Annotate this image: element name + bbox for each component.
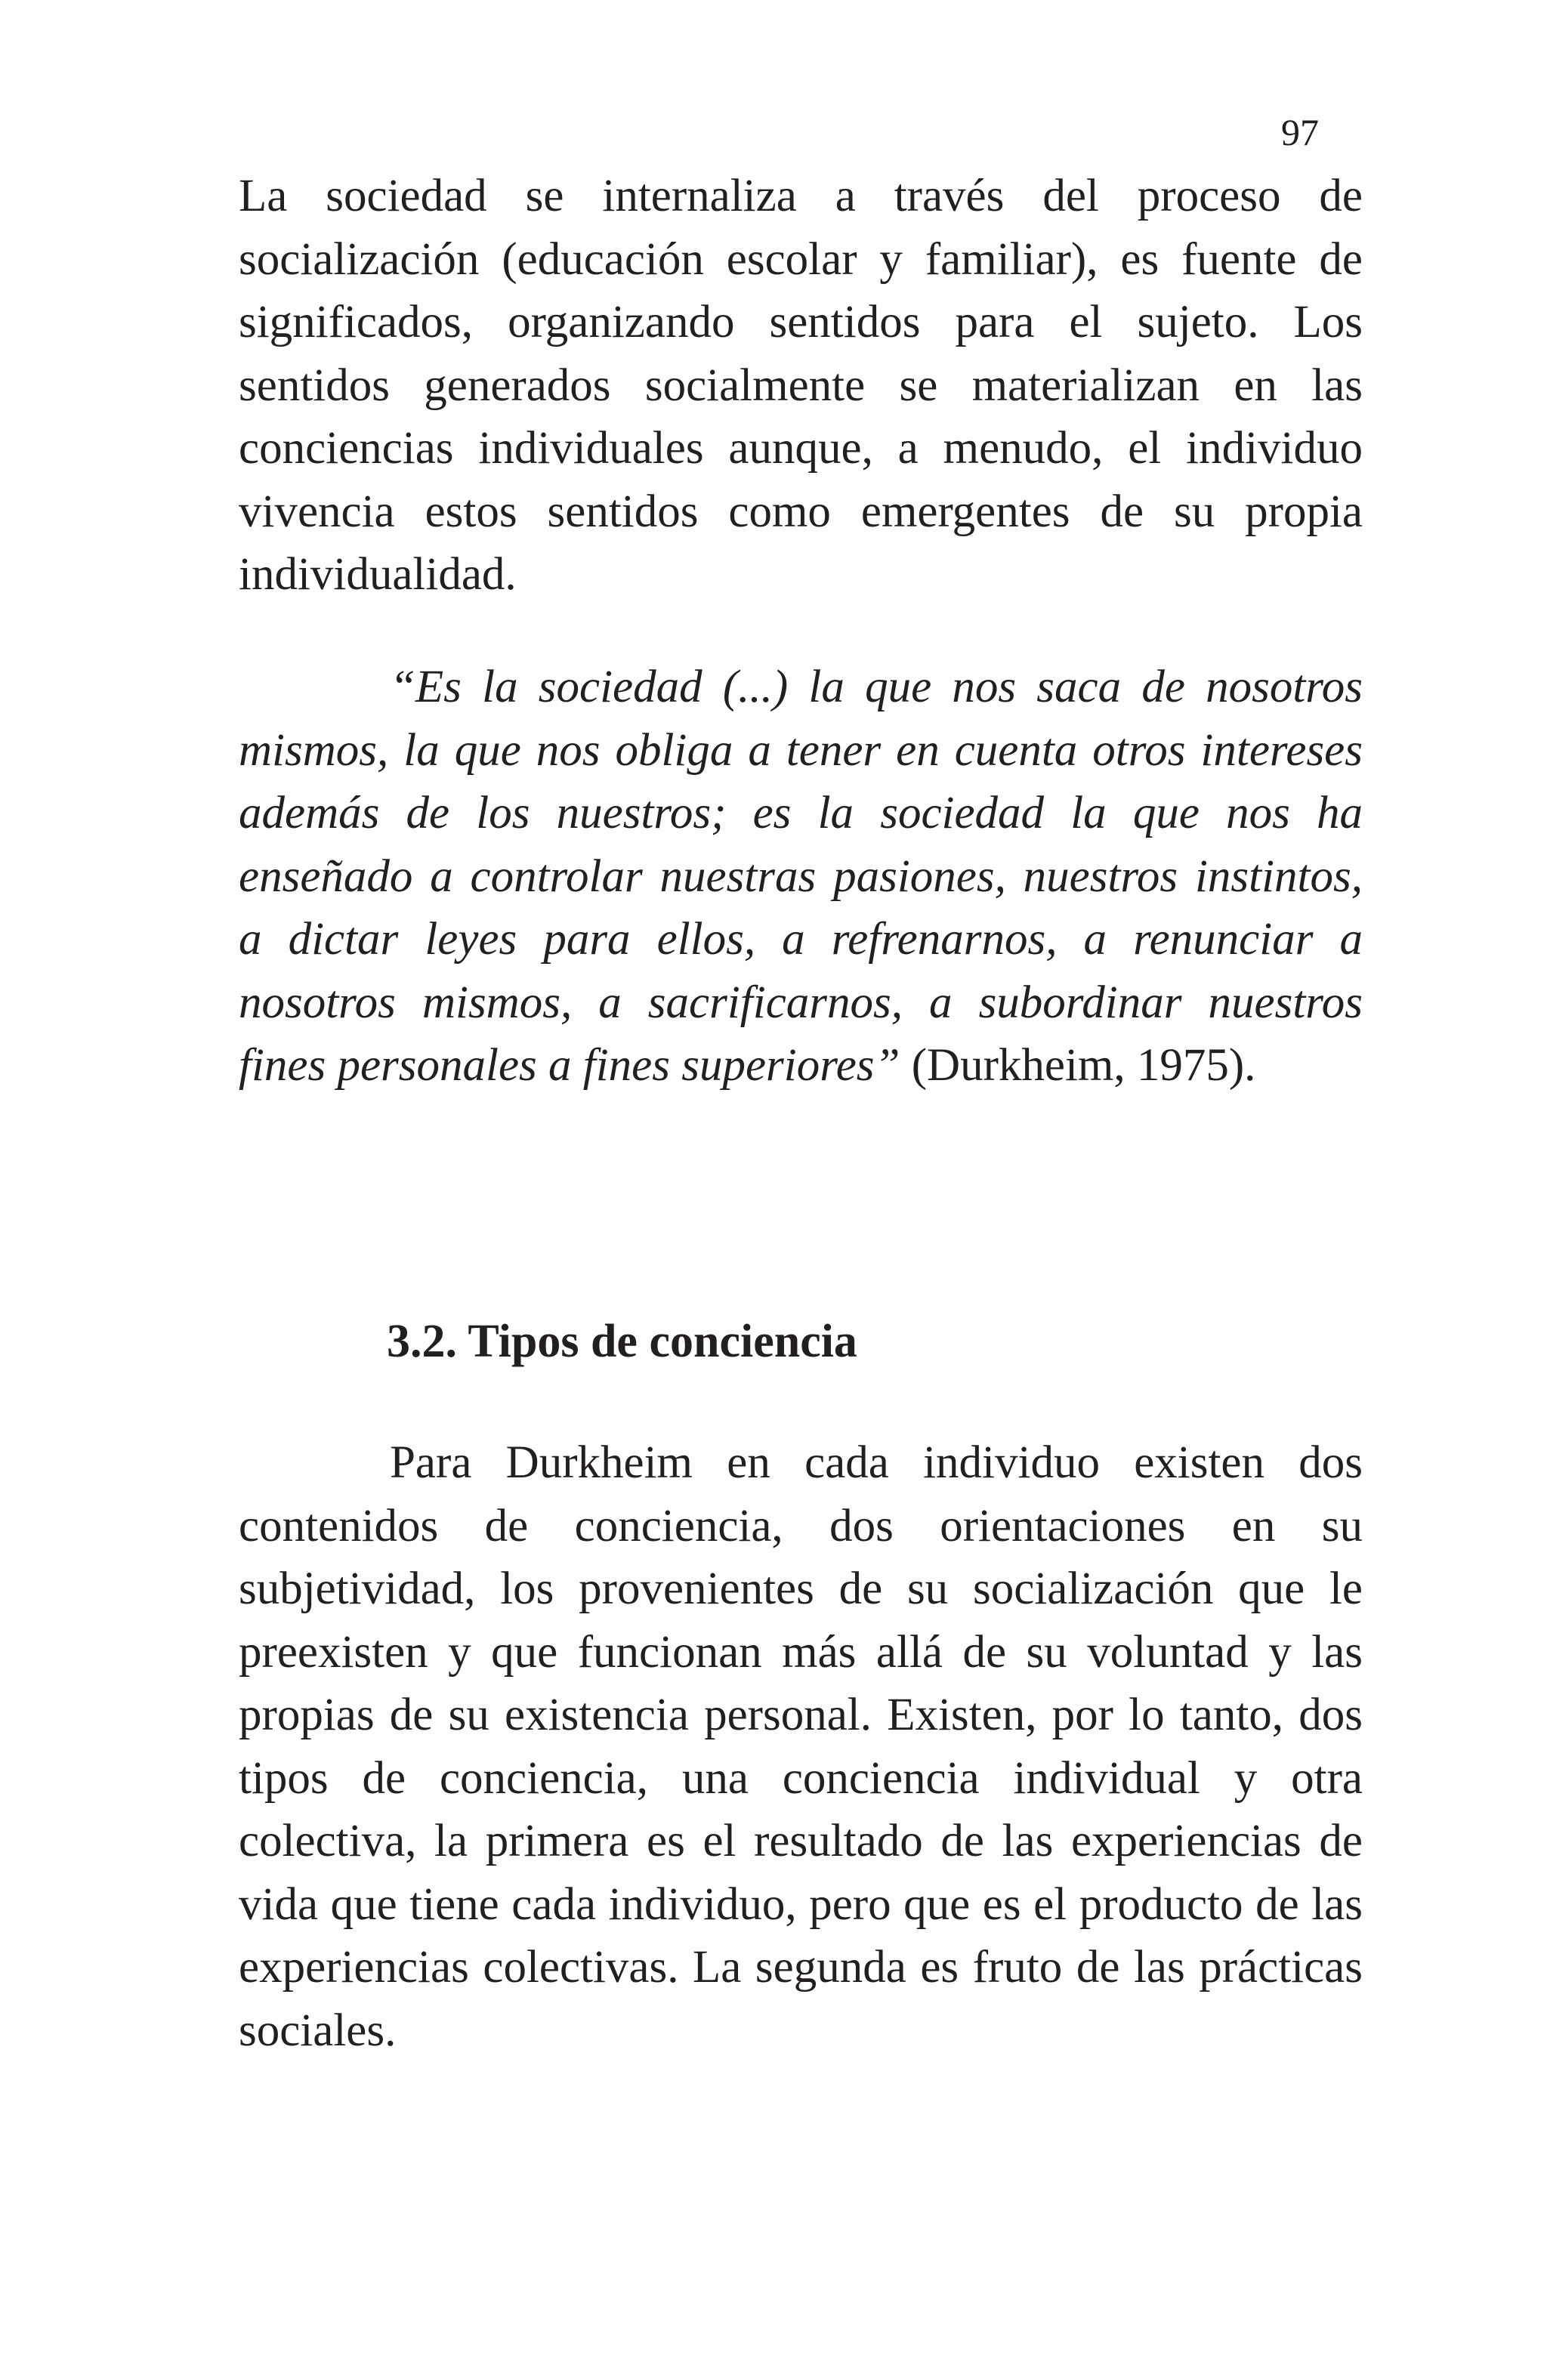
block-quote	[239, 656, 1363, 1097]
page-number: 97	[1281, 111, 1319, 153]
quote-citation: (Durkheim, 1975).	[911, 1040, 1256, 1091]
quote-text: “Es la sociedad (...) la que nos saca de nosotros mismos, la que nos obliga a tener en cuenta otros intereses además de los nuestros; es la sociedad la que nos ha enseñado a controlar nuestras pasiones, nuestros instintos, a dictar leyes para ellos, a refrenarnos, a renunciar a nosotros mismos, a sacrificarnos, a subordinar nuestros fines personales a fines superiores”	[239, 662, 1363, 1091]
section-heading: 3.2. Tipos de conciencia	[387, 1316, 857, 1367]
body-paragraph: La sociedad se internaliza a través del proceso de socialización (educación escolar y familiar), es fuente de significados, organizando sentidos para el sujeto. Los sentidos generados socialmente se materializan en las conciencias individuales aunque, a menudo, el individuo vivencia estos sentidos como emergentes de su propia individualidad.	[239, 171, 1363, 600]
section-paragraph: Para Durkheim en cada individuo existen dos contenidos de conciencia, dos orientaciones en su subjetividad, los provenientes de su socialización que le preexisten y que funcionan más allá de su voluntad y las propias de su existencia personal. Existen, por lo tanto, dos tipos de conciencia, una conciencia individual y otra colectiva, la primera es el resultado de las experiencias de vida que tiene cada individuo, pero que es el producto de las experiencias colectivas. La segunda es fruto de las prácticas sociales.	[239, 1437, 1363, 2056]
